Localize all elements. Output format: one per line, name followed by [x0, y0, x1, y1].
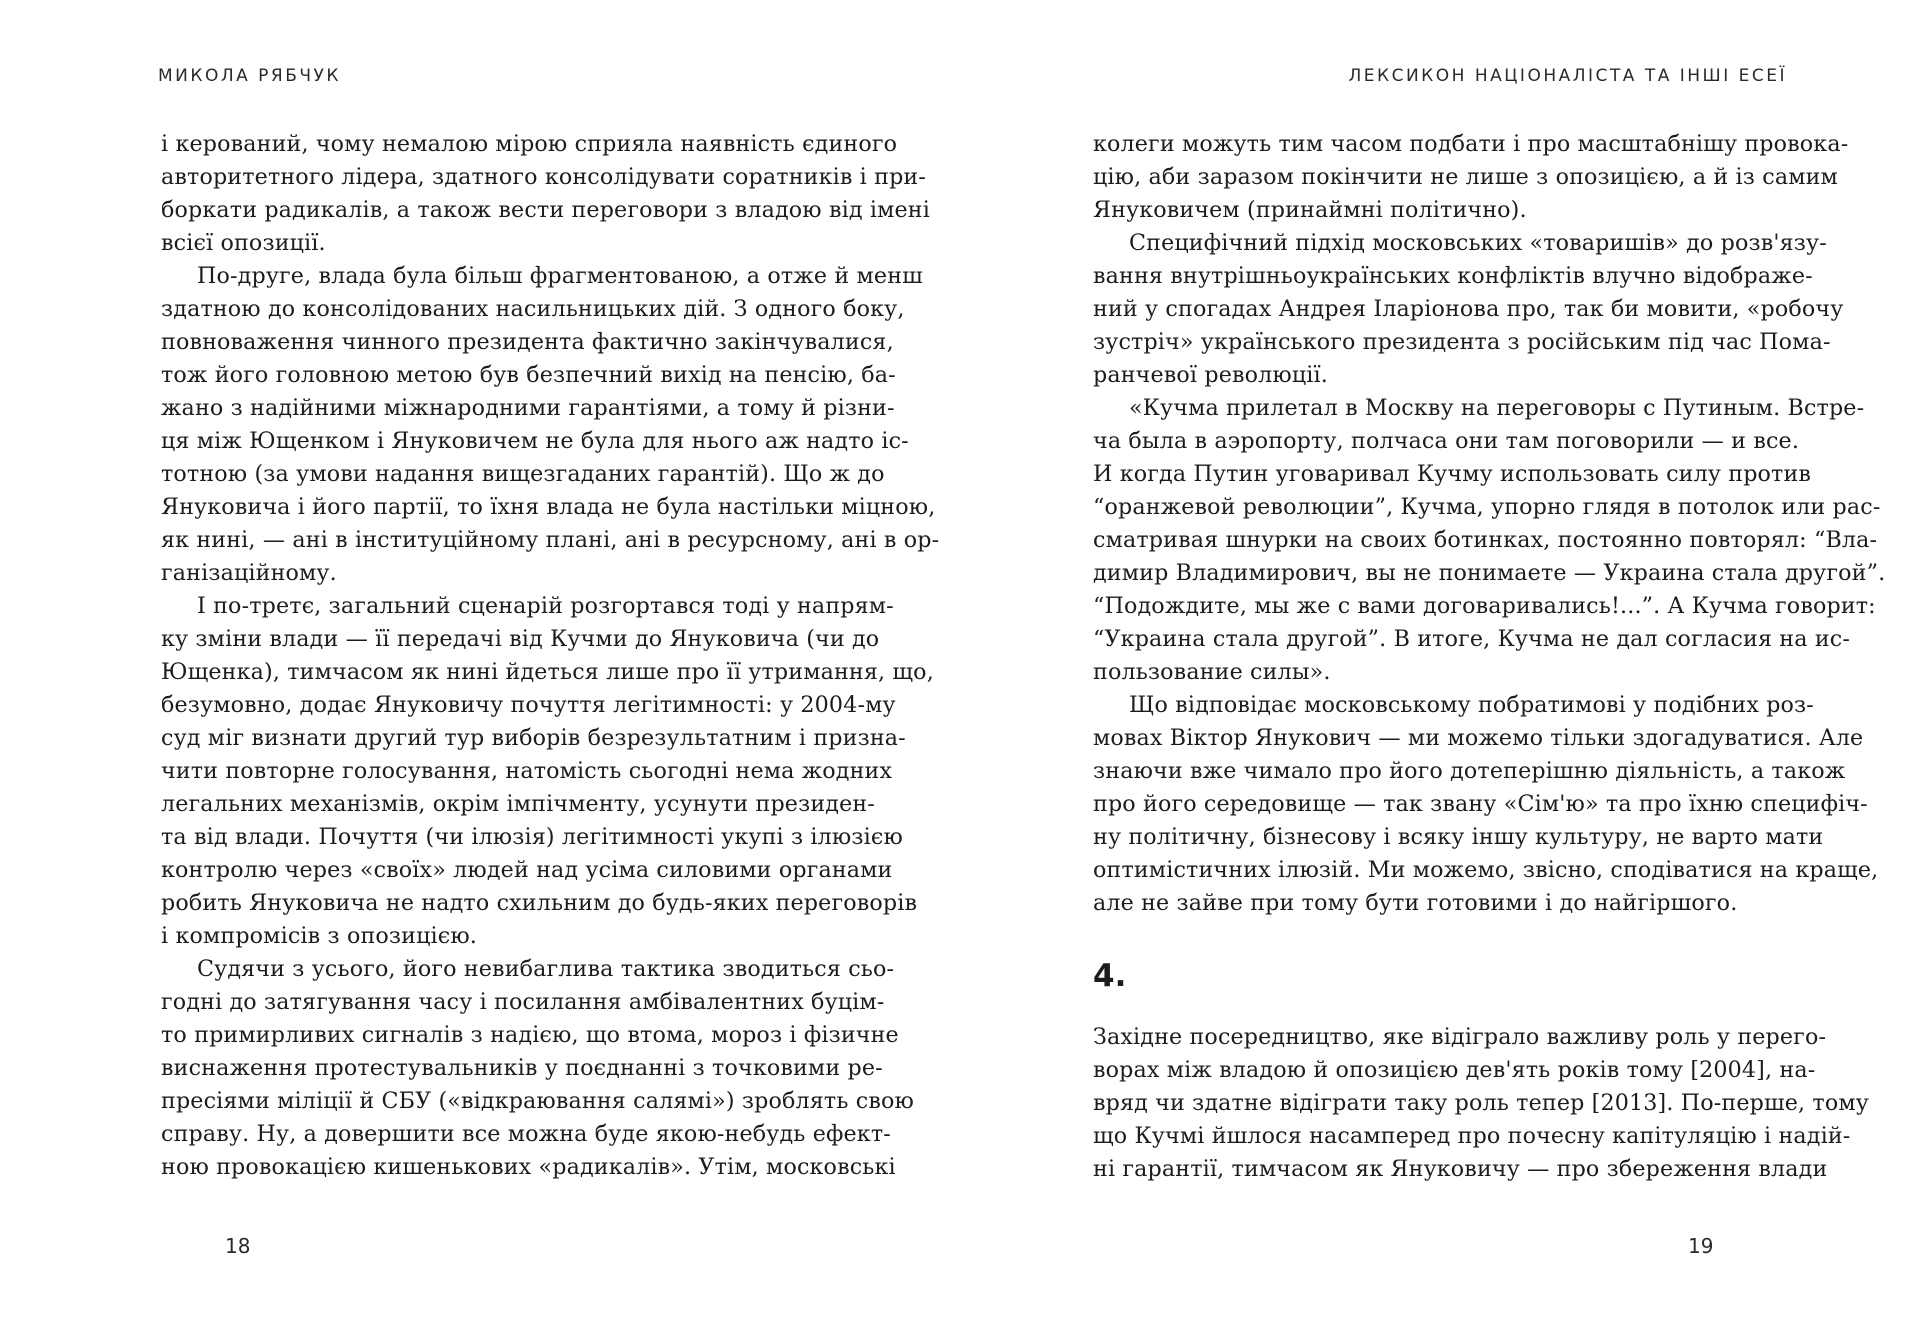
text-line: жано з надійними міжнародними гарантіями, а тому й різни- [161, 395, 895, 421]
text-line: чити повторне голосування, натомість сьогодні нема жодних [161, 758, 893, 784]
text-line: По-друге, влада була більш фрагментованою, а отже й менш [197, 263, 923, 289]
page-number: 19 [1688, 1234, 1714, 1258]
text-line: але не зайве при тому бути готовими і до найгіршого. [1093, 890, 1738, 916]
text-line: суд міг визнати другий тур виборів безрезультатним і призна- [161, 725, 906, 751]
right-page-body [1093, 128, 1886, 1186]
text-line: Ющенка), тимчасом як нині йдеться лише про її утримання, що, [161, 659, 934, 685]
running-head-author: МИКОЛА РЯБЧУК [158, 66, 341, 86]
text-line: Що відповідає московському побратимові у подібних роз- [1129, 692, 1814, 718]
text-line: оптимістичних ілюзій. Ми можемо, звісно, сподіватися на краще, [1093, 857, 1879, 883]
quote-line: “Подождите, мы же с вами договаривались!...”. А Кучма говорит: [1093, 593, 1876, 619]
text-line: ку зміни влади — її передачі від Кучми до Януковича (чи до [161, 626, 880, 652]
quote-line: И когда Путин уговаривал Кучму использовать силу против [1093, 461, 1812, 487]
quote-line: сматривая шнурки на своих ботинках, постоянно повторял: “Вла- [1093, 527, 1878, 553]
text-line: ну політичну, бізнесову і всяку іншу культуру, не варто мати [1093, 824, 1824, 850]
text-line: зустріч» українського президента з російським під час Пома- [1093, 329, 1831, 355]
section-heading: 4. [1093, 958, 1127, 994]
text-line: легальних механізмів, окрім імпічменту, усунути президен- [161, 791, 875, 817]
text-line: цію, аби заразом покінчити не лише з опозицією, а й із самим [1093, 164, 1838, 190]
text-line: ні гарантії, тимчасом як Януковичу — про збереження влади [1093, 1156, 1828, 1182]
text-line: ворах між владою й опозицією дев'ять років тому [2004], на- [1093, 1057, 1816, 1083]
quote-line: “оранжевой революции”, Кучма, упорно глядя в потолок или рас- [1093, 494, 1881, 520]
text-line: ганізаційному. [161, 560, 337, 586]
text-line: здатною до консолідованих насильницьких дій. З одного боку, [161, 296, 905, 322]
text-line: вання внутрішньоукраїнських конфліктів влучно відображе- [1093, 263, 1813, 289]
text-line: ний у спогадах Андрея Іларіонова про, так би мовити, «робочу [1093, 296, 1844, 322]
text-line: колеги можуть тим часом подбати і про масштабнішу провока- [1093, 131, 1849, 157]
text-line: Специфічний підхід московських «товаришів» до розв'язу- [1129, 230, 1827, 256]
text-line: мовах Віктор Янукович — ми можемо тільки здогадуватися. Але [1093, 725, 1864, 751]
text-line: Януковича і його партії, то їхня влада не була настільки міцною, [161, 494, 936, 520]
text-line: ною провокацією кишенькових «радикалів». Утім, московські [161, 1154, 896, 1180]
quote-line: пользование силы». [1093, 659, 1331, 685]
quote-line: ча была в аэропорту, полчаса они там поговорили — и все. [1093, 428, 1800, 454]
text-line: повноваження чинного президента фактично закінчувалися, [161, 329, 894, 355]
text-line: та від влади. Почуття (чи ілюзія) легітимності укупі з ілюзією [161, 824, 903, 850]
running-head-title: ЛЕКСИКОН НАЦІОНАЛІСТА ТА ІНШІ ЕСЕЇ [1348, 66, 1787, 86]
right-page [960, 0, 1920, 1325]
text-line: виснаження протестувальників у поєднанні з точковими ре- [161, 1055, 883, 1081]
text-line: як нині, — ані в інституційному плані, ані в ресурсному, ані в ор- [161, 527, 940, 553]
text-line: справу. Ну, а довершити все можна буде якою-небудь ефект- [161, 1121, 891, 1147]
text-line: ранчевої революції. [1093, 362, 1328, 388]
quote-line: «Кучма прилетал в Москву на переговоры с Путиным. Встре- [1129, 395, 1865, 421]
text-line: робить Януковича не надто схильним до будь-яких переговорів [161, 890, 918, 916]
text-line: боркати радикалів, а також вести переговори з владою від імені [161, 197, 930, 223]
quote-line: “Украина стала другой”. В итоге, Кучма не дал согласия на ис- [1093, 626, 1850, 652]
text-line: всієї опозиції. [161, 230, 326, 256]
text-line: що Кучмі йшлося насамперед про почесну капітуляцію і надій- [1093, 1123, 1851, 1149]
text-line: тож його головною метою був безпечний вихід на пенсію, ба- [161, 362, 896, 388]
text-line: то примирливих сигналів з надією, що втома, мороз і фізичне [161, 1022, 899, 1048]
text-line: і компромісів з опозицією. [161, 923, 478, 949]
text-line: знаючи вже чимало про його дотеперішню діяльність, а також [1093, 758, 1846, 784]
text-line: тотною (за умови надання вищезгаданих гарантій). Що ж до [161, 461, 885, 487]
text-line: вряд чи здатне відіграти таку роль тепер [2013]. По-перше, тому [1093, 1090, 1869, 1116]
text-line: І по-третє, загальний сценарій розгортався тоді у напрям- [197, 593, 894, 619]
quote-line: димир Владимирович, вы не понимаете — Украина стала другой”. [1093, 560, 1886, 586]
text-line: Західне посередництво, яке відіграло важливу роль у перего- [1093, 1024, 1827, 1050]
text-line: годні до затягування часу і посилання амбівалентних буцім- [161, 989, 885, 1015]
text-line: ця між Ющенком і Януковичем не була для нього аж надто іс- [161, 428, 909, 454]
text-line: контролю через «своїх» людей над усіма силовими органами [161, 857, 893, 883]
text-line: безумовно, додає Януковичу почуття легітимності: у 2004-му [161, 692, 896, 718]
text-line: і керований, чому немалою мірою сприяла наявність єдиного [161, 131, 898, 157]
left-page-body [161, 128, 940, 1184]
text-line: про його середовище — так звану «Сім'ю» та про їхню специфіч- [1093, 791, 1868, 817]
text-line: пресіями міліції й СБУ («відкраювання салямі») зроблять свою [161, 1088, 914, 1114]
text-line: авторитетного лідера, здатного консолідувати соратників і при- [161, 164, 927, 190]
page-number: 18 [225, 1234, 251, 1258]
text-line: Януковичем (принаймні політично). [1093, 197, 1527, 223]
text-line: Судячи з усього, його невибаглива тактика зводиться сьо- [197, 956, 895, 982]
